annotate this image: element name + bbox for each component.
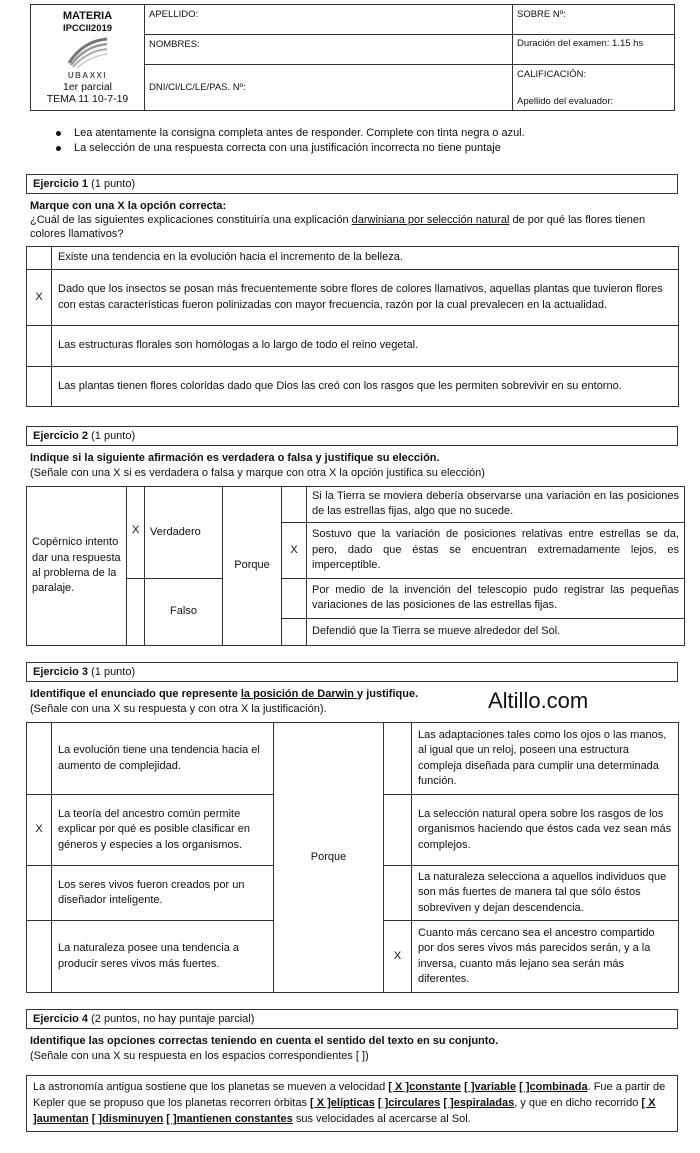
false-label: Falso	[145, 578, 223, 645]
exercise-1-question: Marque con una X la opción correcta: ¿Cuál de las siguientes explicaciones constituiría una explicación darwiniana por selección natural de por qué las flores tienen colores llamativos?	[30, 199, 676, 241]
justification-mark[interactable]	[282, 618, 307, 645]
justification-text: Si la Tierra se moviera debería observarse una variación en las posiciones de las estrellas fijas, algo que no sucede.	[307, 487, 685, 523]
exercise-1-heading: Marque con una X la opción correcta:	[30, 200, 227, 212]
exercise-3-table	[26, 722, 679, 993]
statement-text: La teoría del ancestro común permite explicar por qué es posible clasificar en géneros y especies a los organismos.	[52, 795, 274, 866]
statement-mark[interactable]	[27, 723, 52, 795]
exercise-2-question	[30, 451, 676, 481]
option-mark[interactable]	[27, 326, 52, 367]
exam-topic: TEMA 11 10-7-19	[46, 93, 129, 106]
justification-mark[interactable]	[282, 578, 307, 618]
justification-mark[interactable]	[282, 487, 307, 523]
envelope-number-field[interactable]: SOBRE Nº:	[513, 5, 675, 35]
statement-text: Los seres vivos fueron creados por un diseñador inteligente.	[52, 866, 274, 921]
evaluator-label: Apellido del evaluador:	[517, 95, 614, 107]
option-disminuyen[interactable]: [ ]disminuyen	[91, 1113, 164, 1125]
surname-field[interactable]: APELLIDO:	[145, 5, 513, 35]
option-text: Las plantas tienen flores coloridas dado que Dios las creó con los rasgos que les permiten sobrevivir en su entorno.	[52, 367, 679, 407]
statement-mark[interactable]: X	[27, 795, 52, 866]
id-number-field[interactable]: DNI/CI/LC/LE/PAS. Nº:	[145, 65, 513, 111]
option-circulares[interactable]: [ ]circulares	[377, 1097, 441, 1109]
exercise-1-options	[26, 246, 679, 407]
because-label: Porque	[274, 723, 384, 993]
because-label: Porque	[223, 487, 282, 646]
option-mark[interactable]: X	[27, 270, 52, 326]
watermark-text: Altillo.com	[488, 688, 589, 713]
exercise-2-heading: Indique si la siguiente afirmación es verdadera o falsa y justifique su elección.	[30, 452, 440, 464]
exercise-2-table	[26, 486, 685, 646]
exercise-2-instructions: (Señale con una X si es verdadera o falsa y marque con otra X la opción justifica su elección)	[30, 467, 485, 479]
option-elipticas[interactable]: [ X ]elípticas	[310, 1097, 375, 1109]
justification-text: Defendió que la Tierra se mueve alrededor del Sol.	[307, 618, 685, 645]
exercise-3-title: Ejercicio 3 (1 punto)	[26, 662, 678, 682]
exercise-4-instructions: (Señale con una X su respuesta en los espacios correspondientes [ ])	[30, 1050, 369, 1062]
exercise-4-heading: Identifique las opciones correctas teniendo en cuenta el sentido del texto en su conjunto.	[30, 1035, 499, 1047]
option-mark[interactable]	[27, 247, 52, 270]
justification-text: Por medio de la invención del telescopio pudo registrar las pequeñas variaciones de las posiciones de las estrellas fijas.	[307, 578, 685, 618]
true-mark[interactable]: X	[127, 487, 145, 579]
statement: Copérnico intento dar una respuesta al problema de la paralaje.	[27, 487, 127, 646]
statement-mark[interactable]	[27, 921, 52, 993]
instruction-item: Lea atentamente la consigna completa antes de responder. Complete con tinta negra o azul.	[52, 126, 662, 141]
exercise-4-title: Ejercicio 4 (2 puntos, no hay puntaje parcial)	[26, 1009, 678, 1029]
justification-mark[interactable]	[384, 795, 412, 866]
true-label: Verdadero	[145, 487, 223, 579]
exam-header	[30, 4, 675, 111]
instruction-item: La selección de una respuesta correcta con una justificación incorrecta no tiene puntaje	[52, 141, 662, 156]
grade-cell[interactable]	[513, 65, 675, 111]
exercise-4-question	[30, 1034, 676, 1064]
uba-logo-icon	[65, 37, 111, 69]
statement-text: La naturaleza posee una tendencia a producir seres vivos más fuertes.	[52, 921, 274, 993]
instructions-list	[52, 126, 662, 156]
exercise-2-title: Ejercicio 2 (1 punto)	[26, 426, 678, 446]
justification-mark[interactable]	[384, 866, 412, 921]
exercise-4-text: La astronomía antigua sostiene que los planetas se mueven a velocidad [ X ]constante [ ]variable [ ]combinada. Fue a partir de Kepler que se propuso que los planetas recorren órbitas [ X ]elípticas [ ]circulares [ ]espiraladas, y que en dicho recorrido [ X ]aumentan [ ]disminuyen [ ]mantienen constantes sus velocidades al acercarse al Sol.	[26, 1075, 678, 1132]
option-variable[interactable]: [ ]variable	[464, 1081, 517, 1093]
false-mark[interactable]	[127, 578, 145, 645]
justification-text: Sostuvo que la variación de posiciones relativas entre estrellas se da, pero, dado que éstas se encuentran extremadamente lejos, es imperceptible.	[307, 522, 685, 578]
justification-text: Cuanto más cercano sea el ancestro compartido por dos seres vivos más parecidos serán, y a la inversa, cuanto más lejano sea serán más diferentes.	[412, 921, 679, 993]
exam-duration: Duración del examen: 1.15 hs	[513, 35, 675, 65]
exercise-3-question: Identifique el enunciado que represente la posición de Darwin y justifique. (Señale con una X su respuesta y con otra X la justificación).	[30, 687, 470, 717]
option-text: Dado que los insectos se posan más frecuentemente sobre flores de colores llamativos, aquellas plantas que tuvieron flores con estas características fueron polinizadas con mayor frecuencia, razón por la cual prevalecen en la actualidad.	[52, 270, 679, 326]
exercise-1-title: Ejercicio 1 (1 punto)	[26, 174, 678, 194]
justification-text: La naturaleza selecciona a aquellos individuos que son más fuertes de manera tal que sólo éstos sobreviven y dejan descendencia.	[412, 866, 679, 921]
option-constante[interactable]: [ X ]constante	[388, 1081, 462, 1093]
logo-text: UBAXXI	[67, 71, 108, 81]
subject-cell	[31, 5, 145, 111]
names-field[interactable]: NOMBRES:	[145, 35, 513, 65]
option-combinada[interactable]: [ ]combinada	[519, 1081, 588, 1093]
option-aumentan[interactable]: [ X ]aumentan	[33, 1097, 656, 1125]
option-mantienen[interactable]: [ ]mantienen constantes	[166, 1113, 293, 1125]
option-espiraladas[interactable]: [ ]espiraladas	[443, 1097, 515, 1109]
justification-text: Las adaptaciones tales como los ojos o las manos, al igual que un reloj, poseen una estructura compleja diseñada para cumplir una determinada función.	[412, 723, 679, 795]
statement-text: La evolución tiene una tendencia hacia el aumento de complejidad.	[52, 723, 274, 795]
subject-code: IPCCII2019	[62, 22, 113, 34]
justification-mark[interactable]: X	[384, 921, 412, 993]
exam-type: 1er parcial	[62, 81, 113, 94]
grade-label: CALIFICACIÓN:	[517, 69, 587, 80]
option-text: Las estructuras florales son homólogas a lo largo de todo el reino vegetal.	[52, 326, 679, 367]
exercise-3-instructions: (Señale con una X su respuesta y con otra X la justificación).	[30, 703, 327, 715]
subject-label: MATERIA	[62, 9, 113, 22]
option-mark[interactable]	[27, 367, 52, 407]
statement-mark[interactable]	[27, 866, 52, 921]
justification-mark[interactable]	[384, 723, 412, 795]
justification-mark[interactable]: X	[282, 522, 307, 578]
justification-text: La selección natural opera sobre los rasgos de los organismos haciendo que éstos cada vez sean más complejos.	[412, 795, 679, 866]
option-text: Existe una tendencia en la evolución hacia el incremento de la belleza.	[52, 247, 679, 270]
